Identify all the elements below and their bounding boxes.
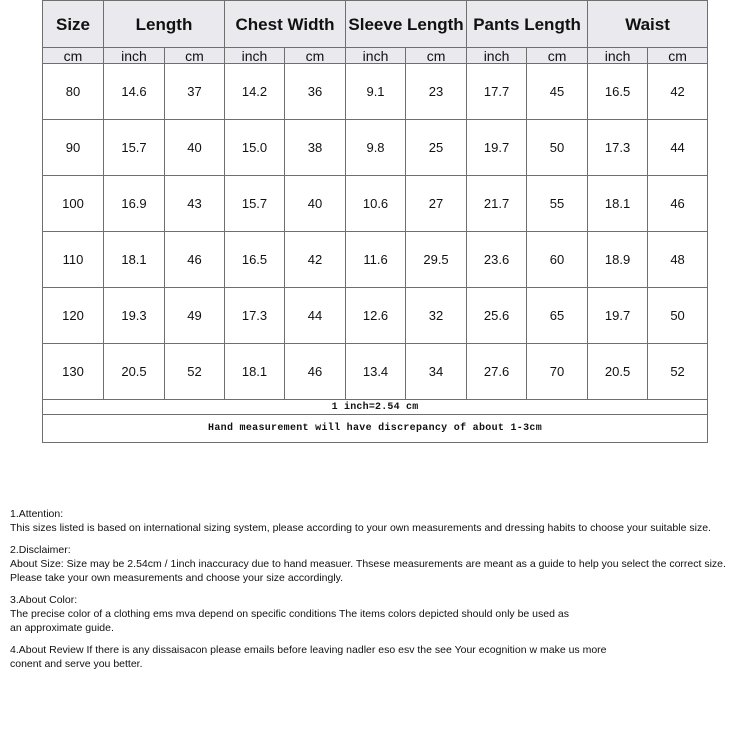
size-cell: 80	[43, 64, 104, 120]
notes-section	[10, 507, 745, 679]
unit-cell: cm	[285, 48, 346, 64]
measurement-cell: 18.9	[588, 232, 648, 288]
measurement-cell: 43	[165, 176, 225, 232]
measurement-cell: 36	[285, 64, 346, 120]
measurement-cell: 17.7	[467, 64, 527, 120]
measurement-footnote: Hand measurement will have discrepancy of about 1-3cm	[43, 415, 708, 443]
measurement-cell: 20.5	[104, 344, 165, 400]
measurement-cell: 12.6	[346, 288, 406, 344]
measurement-cell: 14.6	[104, 64, 165, 120]
measurement-cell: 16.9	[104, 176, 165, 232]
size-cell: 130	[43, 344, 104, 400]
header-size: Size	[43, 1, 104, 48]
measurement-cell: 15.7	[225, 176, 285, 232]
measurement-cell: 9.1	[346, 64, 406, 120]
measurement-cell: 65	[527, 288, 588, 344]
note-block	[10, 507, 745, 535]
measurement-cell: 15.0	[225, 120, 285, 176]
measurement-cell: 10.6	[346, 176, 406, 232]
measurement-cell: 18.1	[104, 232, 165, 288]
note-title: 2.Disclaimer:	[10, 544, 71, 556]
size-cell: 120	[43, 288, 104, 344]
measurement-cell: 50	[648, 288, 708, 344]
measurement-cell: 49	[165, 288, 225, 344]
table-row	[43, 344, 708, 400]
unit-cell: cm	[165, 48, 225, 64]
measurement-cell: 46	[648, 176, 708, 232]
measurement-cell: 19.7	[588, 288, 648, 344]
note-text: Please take your own measurements and choose your size accordingly.	[10, 572, 344, 584]
unit-cell: inch	[225, 48, 285, 64]
measurement-cell: 13.4	[346, 344, 406, 400]
unit-cell: cm	[406, 48, 467, 64]
measurement-cell: 18.1	[225, 344, 285, 400]
measurement-cell: 50	[527, 120, 588, 176]
measurement-cell: 40	[165, 120, 225, 176]
unit-cell: inch	[588, 48, 648, 64]
conversion-note: 1 inch=2.54 cm	[43, 400, 708, 415]
measurement-cell: 46	[165, 232, 225, 288]
unit-row	[43, 48, 708, 64]
note-title: 3.About Color:	[10, 594, 78, 606]
unit-cell: inch	[346, 48, 406, 64]
measurement-cell: 42	[285, 232, 346, 288]
measurement-cell: 38	[285, 120, 346, 176]
note-text: an approximate guide.	[10, 622, 114, 634]
measurement-cell: 60	[527, 232, 588, 288]
size-cell: 100	[43, 176, 104, 232]
unit-cell: inch	[467, 48, 527, 64]
measurement-cell: 23	[406, 64, 467, 120]
header-chest-width: Chest Width	[225, 1, 346, 48]
measurement-cell: 42	[648, 64, 708, 120]
note-block	[10, 643, 745, 671]
table-row	[43, 64, 708, 120]
unit-cell: inch	[104, 48, 165, 64]
table-row	[43, 232, 708, 288]
header-row	[43, 1, 708, 48]
measurement-cell: 16.5	[225, 232, 285, 288]
header-waist: Waist	[588, 1, 708, 48]
measurement-cell: 32	[406, 288, 467, 344]
measurement-cell: 48	[648, 232, 708, 288]
note-title: 4.About Review If there is any dissaisacon please emails before leaving nadler eso esv the see Your ecognition w make us more	[10, 644, 607, 656]
header-sleeve-length: Sleeve Length	[346, 1, 467, 48]
header-length: Length	[104, 1, 225, 48]
measurement-cell: 15.7	[104, 120, 165, 176]
measurement-cell: 17.3	[225, 288, 285, 344]
measurement-cell: 44	[648, 120, 708, 176]
unit-cell: cm	[43, 48, 104, 64]
measurement-cell: 55	[527, 176, 588, 232]
measurement-cell: 25	[406, 120, 467, 176]
measurement-cell: 9.8	[346, 120, 406, 176]
unit-cell: cm	[527, 48, 588, 64]
measurement-cell: 19.3	[104, 288, 165, 344]
note-block	[10, 593, 745, 635]
measurement-cell: 16.5	[588, 64, 648, 120]
measurement-cell: 25.6	[467, 288, 527, 344]
note-title: 1.Attention:	[10, 508, 64, 520]
measurement-cell: 29.5	[406, 232, 467, 288]
measurement-cell: 52	[648, 344, 708, 400]
measurement-cell: 21.7	[467, 176, 527, 232]
measurement-cell: 52	[165, 344, 225, 400]
measurement-cell: 45	[527, 64, 588, 120]
measurement-cell: 46	[285, 344, 346, 400]
size-cell: 110	[43, 232, 104, 288]
measurement-cell: 19.7	[467, 120, 527, 176]
conversion-row	[43, 400, 708, 415]
measurement-cell: 37	[165, 64, 225, 120]
table-row	[43, 120, 708, 176]
measurement-cell: 40	[285, 176, 346, 232]
size-cell: 90	[43, 120, 104, 176]
table-row	[43, 288, 708, 344]
note-text: The precise color of a clothing ems mva depend on specific conditions The items colors depicted should only be used as	[10, 608, 569, 620]
table-row	[43, 176, 708, 232]
measurement-cell: 20.5	[588, 344, 648, 400]
unit-cell: cm	[648, 48, 708, 64]
note-block	[10, 543, 745, 585]
measurement-cell: 17.3	[588, 120, 648, 176]
size-chart-table	[42, 0, 708, 443]
note-text: About Size: Size may be 2.54cm / 1inch inaccuracy due to hand measuer. Thsese measurements are meant as a guide to help you select the correct size.	[10, 558, 726, 570]
measurement-cell: 44	[285, 288, 346, 344]
measurement-cell: 23.6	[467, 232, 527, 288]
footnote-row	[43, 415, 708, 443]
measurement-cell: 70	[527, 344, 588, 400]
header-pants-length: Pants Length	[467, 1, 588, 48]
note-text: conent and serve you better.	[10, 658, 143, 670]
measurement-cell: 27	[406, 176, 467, 232]
note-text: This sizes listed is based on international sizing system, please according to your own measurements and dressing habits to choose your suitable size.	[10, 522, 711, 534]
measurement-cell: 11.6	[346, 232, 406, 288]
measurement-cell: 27.6	[467, 344, 527, 400]
measurement-cell: 18.1	[588, 176, 648, 232]
measurement-cell: 14.2	[225, 64, 285, 120]
measurement-cell: 34	[406, 344, 467, 400]
